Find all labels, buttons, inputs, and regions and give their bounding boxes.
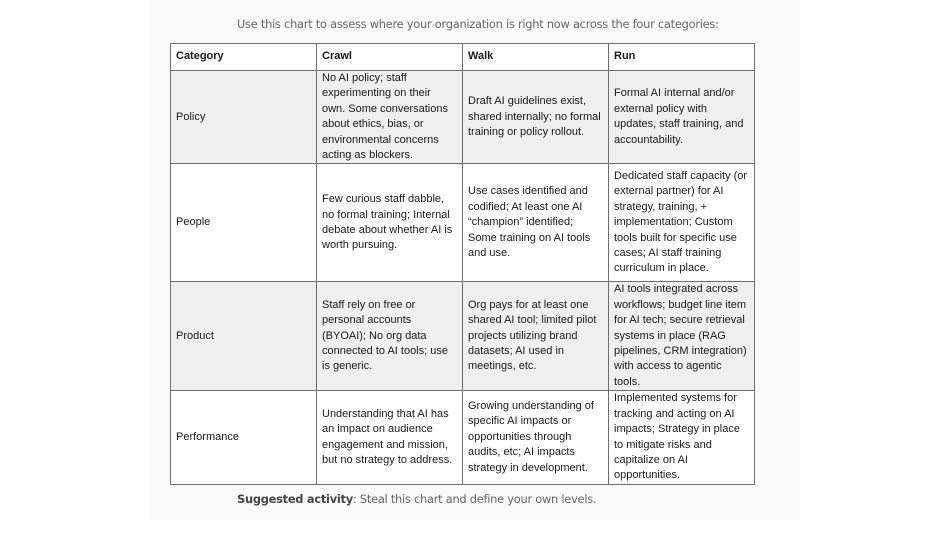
suggested-activity-label: Suggested activity [237,492,353,506]
table-row-people [171,164,755,282]
header-crawl: Crawl [317,44,463,71]
cell-category: Policy [171,71,317,164]
cell-crawl: Few curious staff dabble, no formal training; Internal debate about whether AI is worth pursuing. [317,164,463,282]
crawl-walk-run-table [170,43,755,485]
table-header-row [171,44,755,71]
cell-run: AI tools integrated across workflows; budget line item for AI tech; secure retrieval systems in place (RAG pipelines, CRM integration) with access to agentic tools. [609,282,755,391]
cell-walk: Draft AI guidelines exist, shared internally; no formal training or policy rollout. [463,71,609,164]
cell-crawl: Understanding that AI has an impact on audience engagement and mission, but no strategy to address. [317,391,463,484]
cell-category: Performance [171,391,317,484]
header-category: Category [171,44,317,71]
intro-text: Use this chart to assess where your organization is right now across the four categories: [237,17,719,31]
header-walk: Walk [463,44,609,71]
cell-category: Product [171,282,317,391]
table-row-performance [171,391,755,484]
cell-walk: Org pays for at least one shared AI tool; limited pilot projects utilizing brand datasets; AI used in meetings, etc. [463,282,609,391]
cell-walk: Use cases identified and codified; At least one AI “champion” identified; Some training on AI tools and use. [463,164,609,282]
cell-crawl: No AI policy; staff experimenting on their own. Some conversations about ethics, bias, or environmental concerns acting as blockers. [317,71,463,164]
cell-run: Implemented systems for tracking and acting on AI impacts; Strategy in place to mitigate risks and capitalize on AI opportunities. [609,391,755,484]
cell-walk: Growing understanding of specific AI impacts or opportunities through audits, etc; AI impacts strategy in development. [463,391,609,484]
suggested-activity [237,492,596,506]
cell-crawl: Staff rely on free or personal accounts (BYOAI); No org data connected to AI tools; use is generic. [317,282,463,391]
cell-category: People [171,164,317,282]
table-row-product [171,282,755,391]
cell-run: Dedicated staff capacity (or external partner) for AI strategy, training, + implementation; Custom tools built for specific use cases; AI staff training curriculum in place. [609,164,755,282]
header-run: Run [609,44,755,71]
cell-run: Formal AI internal and/or external policy with updates, staff training, and accountability. [609,71,755,164]
suggested-activity-text: : Steal this chart and define your own levels. [352,492,597,506]
table-row-policy [171,71,755,164]
